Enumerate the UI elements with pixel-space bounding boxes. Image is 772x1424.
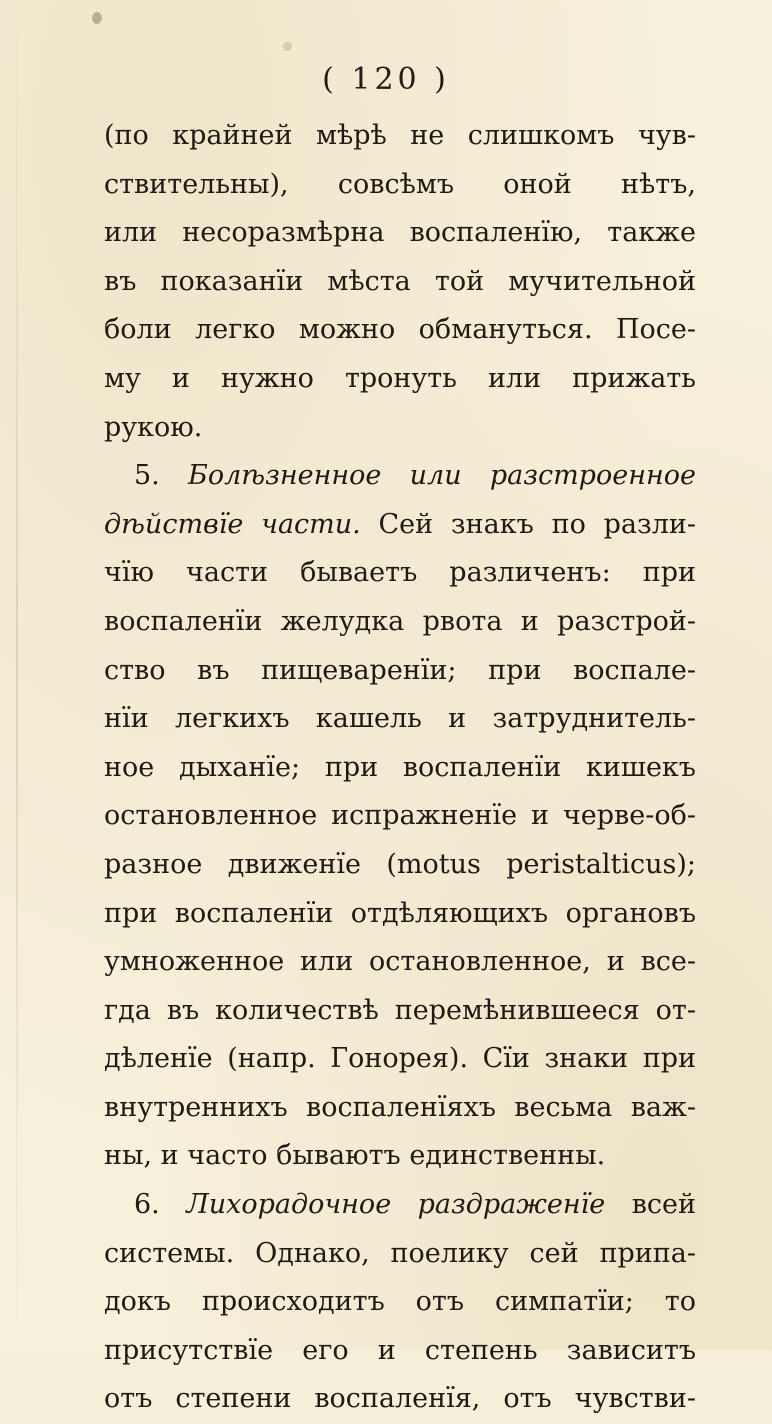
text-segment: рукою. bbox=[104, 411, 203, 443]
text-segment: системы. Однако, поелику сей припа- bbox=[104, 1237, 696, 1269]
text-segment: ны, и часто бываютъ единственны. bbox=[104, 1140, 606, 1172]
body-text bbox=[104, 112, 696, 1424]
text-line bbox=[104, 1230, 696, 1279]
text-line bbox=[104, 549, 696, 598]
text-line bbox=[104, 306, 696, 355]
text-line bbox=[104, 404, 696, 453]
text-segment: гда въ количествѣ перемѣнившееся от- bbox=[104, 994, 696, 1026]
text-segment: умноженное или остановленное, и все- bbox=[104, 946, 696, 978]
text-line bbox=[104, 258, 696, 307]
text-segment: отъ степени воспаленїя, отъ чувстви- bbox=[104, 1383, 696, 1415]
text-segment: всей bbox=[605, 1189, 696, 1221]
italic-heading-text: Лихорадочное раздраженїе bbox=[186, 1189, 606, 1221]
text-segment: 5. bbox=[134, 460, 188, 492]
text-line bbox=[104, 452, 696, 501]
text-segment: ствительны), совсѣмъ оной нѣтъ, bbox=[104, 168, 696, 200]
text-line bbox=[104, 598, 696, 647]
text-line bbox=[104, 501, 696, 550]
text-line bbox=[104, 890, 696, 939]
text-segment: въ показанїи мѣста той мучительной bbox=[104, 265, 696, 297]
text-line bbox=[104, 161, 696, 210]
text-line bbox=[104, 1327, 696, 1376]
text-segment: при воспаленїи отдѣляющихъ органовъ bbox=[104, 897, 696, 929]
text-segment: остановленное испражненїе и черве-об- bbox=[104, 800, 696, 832]
text-segment: му и нужно тронуть или прижать bbox=[104, 362, 696, 394]
page-edge-shadow bbox=[16, 0, 18, 1350]
ink-stain-mark bbox=[92, 12, 102, 24]
text-line bbox=[104, 695, 696, 744]
text-segment: или несоразмѣрна воспаленїю, также bbox=[104, 217, 696, 249]
text-line bbox=[104, 112, 696, 161]
text-segment: дѣленїе (напр. Гонорея). Сїи знаки при bbox=[104, 1043, 696, 1075]
text-line bbox=[104, 938, 696, 987]
text-segment: чїю части бываетъ различенъ: при bbox=[104, 557, 696, 589]
text-segment: внутреннихъ воспаленїяхъ весьма важ- bbox=[104, 1091, 696, 1123]
italic-heading-text: Болѣзненное или разстроенное bbox=[188, 460, 696, 492]
italic-heading-text: дѣйствїе части. bbox=[104, 508, 361, 540]
text-line bbox=[104, 647, 696, 696]
text-line bbox=[104, 1181, 696, 1230]
text-segment: нїи легкихъ кашель и затруднитель- bbox=[104, 703, 696, 735]
text-line bbox=[104, 841, 696, 890]
text-line bbox=[104, 1035, 696, 1084]
page-number: ( 120 ) bbox=[322, 62, 450, 97]
text-line bbox=[104, 1084, 696, 1133]
text-segment: воспаленїи желудка рвота и разстрой- bbox=[104, 605, 696, 637]
text-line bbox=[104, 355, 696, 404]
text-line bbox=[104, 1132, 696, 1181]
text-line bbox=[104, 209, 696, 258]
ink-stain-mark bbox=[283, 42, 292, 51]
text-segment: разное движенїе (motus peristalticus); bbox=[104, 848, 696, 880]
text-line bbox=[104, 744, 696, 793]
text-segment: 6. bbox=[134, 1189, 187, 1221]
text-line bbox=[104, 1278, 696, 1327]
text-line bbox=[104, 987, 696, 1036]
text-segment: ное дыханїе; при воспаленїи кишекъ bbox=[104, 751, 696, 783]
text-segment: докъ происходитъ отъ симпатїи; то bbox=[104, 1286, 696, 1318]
text-segment: ство въ пищеваренїи; при воспале- bbox=[104, 654, 696, 686]
text-line bbox=[104, 1375, 696, 1424]
text-line bbox=[104, 792, 696, 841]
text-segment: (по крайней мѣрѣ не слишкомъ чув- bbox=[104, 120, 696, 151]
text-segment: присутствїе его и степень зависитъ bbox=[104, 1334, 696, 1366]
text-segment: Сей знакъ по разли- bbox=[360, 508, 696, 540]
text-segment: боли легко можно обмануться. Посе- bbox=[104, 314, 696, 346]
